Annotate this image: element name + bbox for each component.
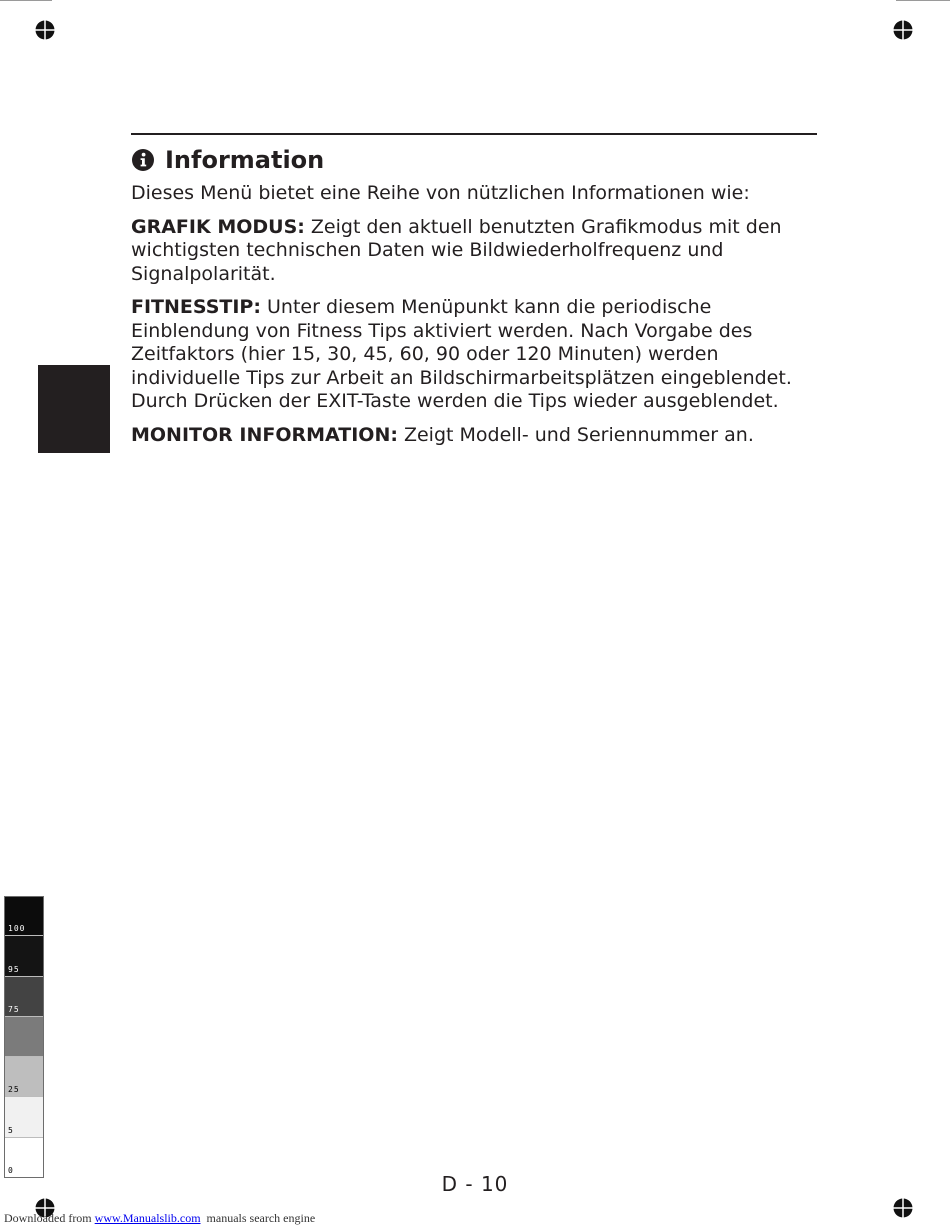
crop-line-top-left bbox=[0, 0, 52, 1]
chapter-tab-marker bbox=[38, 365, 110, 453]
grafik-modus-paragraph bbox=[131, 216, 819, 287]
footer-prefix: Downloaded from bbox=[4, 1211, 95, 1225]
manualslib-link[interactable]: www.Manualslib.com bbox=[94, 1211, 201, 1225]
gray-scale-label: 75 bbox=[8, 1004, 20, 1014]
gray-scale-cell bbox=[4, 936, 44, 976]
intro-paragraph: Dieses Menü bietet eine Reihe von nützlichen Informationen wie: bbox=[131, 182, 750, 204]
section-divider bbox=[131, 133, 817, 135]
gray-scale-cell bbox=[4, 1097, 44, 1137]
monitor-information-description: Zeigt Modell- und Seriennummer an. bbox=[397, 423, 754, 446]
fitnesstip-description: Unter diesem Menüpunkt kann die periodische Einblendung von Fitness Tips aktiviert werden. Nach Vorgabe des Zeitfaktors (hier 15, 30, 45, 60, 90 oder 120 Minuten) werden individuelle Tips zur Arbeit an Bildschirmarbeitsplätzen eingeblendet. Durch Drücken der EXIT-Taste werden die Tips wieder ausgeblendet. bbox=[131, 296, 792, 412]
grafik-modus-description: Zeigt den aktuell benutzten Grafikmodus mit den wichtigsten technischen Daten wie Bildwiederholfrequenz und Signalpolarität. bbox=[131, 215, 782, 285]
monitor-information-term: MONITOR INFORMATION: bbox=[131, 423, 398, 446]
gray-scale-label: 25 bbox=[8, 1085, 20, 1095]
gray-scale-label: 95 bbox=[8, 964, 20, 974]
registration-mark-top-right bbox=[892, 19, 914, 41]
content-body bbox=[131, 182, 819, 457]
registration-mark-bottom-right bbox=[892, 1197, 914, 1219]
gray-scale-label: 100 bbox=[8, 924, 26, 934]
fitnesstip-term: FITNESSTIP: bbox=[131, 296, 261, 318]
section-heading bbox=[131, 144, 324, 176]
registration-mark-top-left bbox=[34, 19, 56, 41]
gray-scale-bar bbox=[4, 896, 44, 1178]
page-number: D - 10 bbox=[441, 1172, 509, 1196]
crop-line-top-right bbox=[896, 0, 950, 1]
monitor-information-paragraph bbox=[131, 424, 819, 448]
info-circle-icon bbox=[131, 148, 155, 172]
download-footer bbox=[4, 1210, 315, 1226]
grafik-modus-term: GRAFIK MODUS: bbox=[131, 215, 305, 238]
gray-scale-cell bbox=[4, 896, 44, 936]
gray-scale-label: 5 bbox=[8, 1125, 14, 1135]
gray-scale-label: 0 bbox=[8, 1166, 14, 1176]
page-title: Information bbox=[165, 146, 325, 174]
footer-suffix: manuals search engine bbox=[200, 1211, 316, 1225]
gray-scale-cell bbox=[4, 977, 44, 1017]
gray-scale-cell bbox=[4, 1017, 44, 1057]
fitnesstip-paragraph bbox=[131, 296, 819, 414]
gray-scale-cell bbox=[4, 1057, 44, 1097]
